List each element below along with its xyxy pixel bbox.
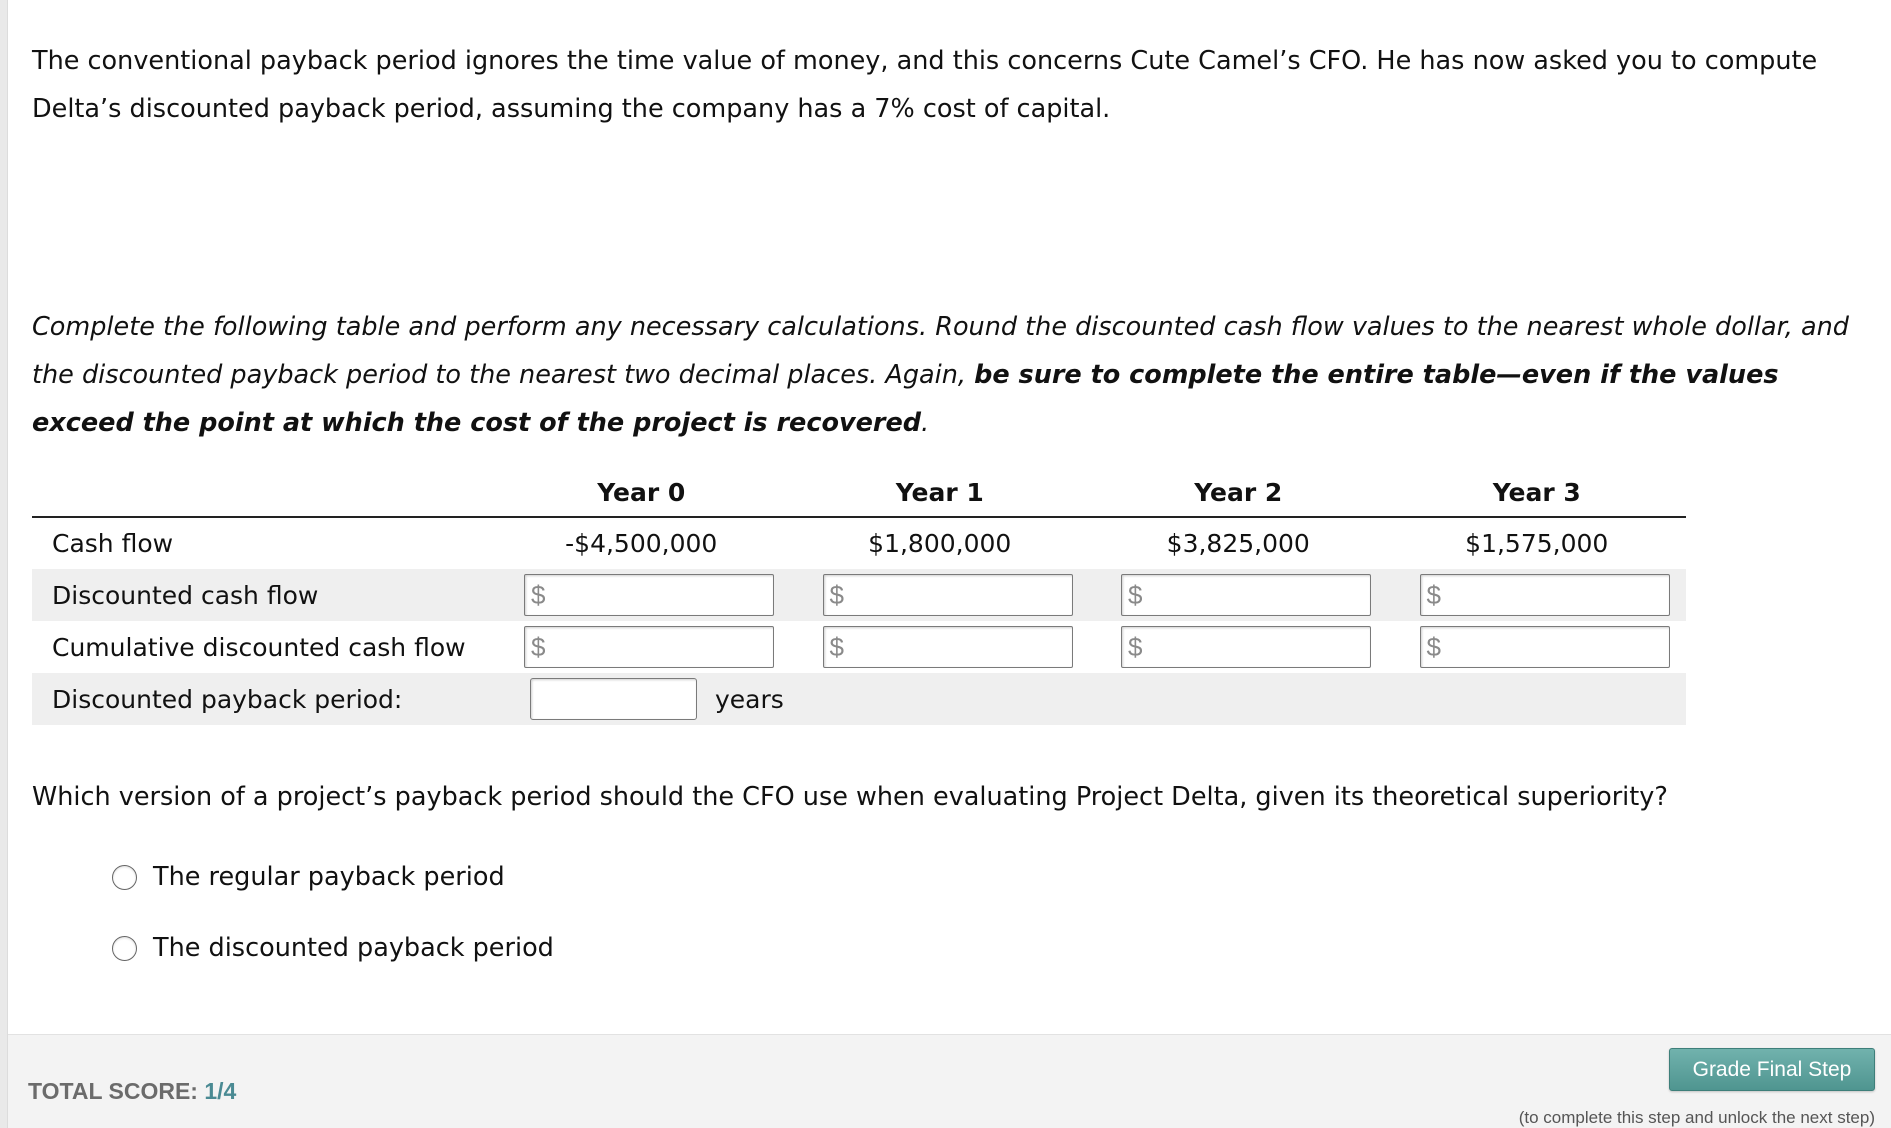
option-label: The discounted payback period xyxy=(153,933,554,963)
cum-input-year-0[interactable] xyxy=(545,627,833,667)
dollar-sign-icon: $ xyxy=(531,579,546,610)
cash-flow-year-0: -$4,500,000 xyxy=(565,529,718,558)
instructions-paragraph xyxy=(32,303,1862,447)
cum-input-year-1[interactable] xyxy=(844,627,1132,667)
dcf-cell-year-1 xyxy=(791,569,1090,621)
header-year-1: Year 1 xyxy=(791,468,1090,517)
cash-flow-row xyxy=(32,517,1686,569)
grade-note: (to complete this step and unlock the next step) xyxy=(1518,1108,1875,1127)
score-value: 1/4 xyxy=(204,1078,237,1104)
header-year-3: Year 3 xyxy=(1388,468,1687,517)
option-discounted-payback[interactable] xyxy=(112,933,554,963)
dcf-input-wrapper-year-0[interactable] xyxy=(524,574,774,616)
header-blank xyxy=(32,468,492,517)
payback-period-group xyxy=(492,678,1686,720)
dcf-input-wrapper-year-3[interactable] xyxy=(1420,574,1670,616)
dcf-cell-year-3 xyxy=(1388,569,1687,621)
discounted-payback-table xyxy=(32,468,1686,725)
option-regular-payback[interactable] xyxy=(112,862,505,892)
cash-flow-year-3: $1,575,000 xyxy=(1465,529,1609,558)
cumulative-dcf-label: Cumulative discounted cash flow xyxy=(52,632,466,662)
radio-button-icon[interactable] xyxy=(112,865,137,890)
cash-flow-label: Cash flow xyxy=(52,529,174,558)
footer-bar xyxy=(8,1034,1891,1128)
cum-cell-year-1 xyxy=(791,621,1090,673)
payback-period-label: Discounted payback period: xyxy=(32,673,492,725)
header-year-2: Year 2 xyxy=(1089,468,1388,517)
dollar-sign-icon: $ xyxy=(531,631,546,662)
dcf-input-year-1[interactable] xyxy=(844,575,1132,615)
dcf-input-year-3[interactable] xyxy=(1441,575,1729,615)
cum-input-year-2[interactable] xyxy=(1142,627,1430,667)
table-header-row xyxy=(32,468,1686,517)
payback-period-row xyxy=(32,673,1686,725)
cum-cell-year-3 xyxy=(1388,621,1687,673)
dollar-sign-icon: $ xyxy=(1426,579,1441,610)
score-label: TOTAL SCORE: xyxy=(28,1078,198,1104)
cum-input-year-3[interactable] xyxy=(1441,627,1729,667)
dollar-sign-icon: $ xyxy=(829,631,844,662)
dollar-sign-icon: $ xyxy=(1128,631,1143,662)
cumulative-dcf-row xyxy=(32,621,1686,673)
discounted-cash-flow-label: Discounted cash flow xyxy=(32,569,492,621)
dcf-input-year-0[interactable] xyxy=(545,575,833,615)
instructions-period: . xyxy=(921,408,930,438)
dcf-input-wrapper-year-1[interactable] xyxy=(823,574,1073,616)
cash-flow-year-1: $1,800,000 xyxy=(868,529,1012,558)
left-border xyxy=(0,0,8,1128)
dcf-input-wrapper-year-2[interactable] xyxy=(1121,574,1371,616)
instructions-emphasis: be sure to complete the entire table—even if the values exceed the point at which the cost of the project is recovered xyxy=(32,360,1779,438)
header-year-0: Year 0 xyxy=(492,468,791,517)
option-label: The regular payback period xyxy=(153,862,505,892)
payback-period-input[interactable] xyxy=(530,678,697,720)
cash-flow-year-2: $3,825,000 xyxy=(1166,529,1310,558)
dcf-input-year-2[interactable] xyxy=(1142,575,1430,615)
cum-input-wrapper-year-0[interactable] xyxy=(524,626,774,668)
dollar-sign-icon: $ xyxy=(1426,631,1441,662)
grade-final-step-button[interactable]: Grade Final Step xyxy=(1669,1048,1875,1091)
total-score xyxy=(28,1078,236,1105)
cum-cell-year-2 xyxy=(1089,621,1388,673)
instructions-text: Complete the following table and perform any necessary calculations. Round the discounted cash flow values to the nearest whole dollar, and the discounted payback period to the nearest two decimal places. Again, xyxy=(32,312,1849,390)
discounted-cash-flow-row xyxy=(32,569,1686,621)
cum-cell-year-0 xyxy=(492,621,791,673)
payback-unit-label: years xyxy=(715,684,784,714)
cum-input-wrapper-year-1[interactable] xyxy=(823,626,1073,668)
payback-period-cell xyxy=(492,673,1686,725)
question-text: Which version of a project’s payback period should the CFO use when evaluating Project Delta, given its theoretical superiority? xyxy=(32,782,1668,812)
dollar-sign-icon: $ xyxy=(829,579,844,610)
dcf-cell-year-0 xyxy=(492,569,791,621)
dcf-cell-year-2 xyxy=(1089,569,1388,621)
radio-button-icon[interactable] xyxy=(112,936,137,961)
cum-input-wrapper-year-2[interactable] xyxy=(1121,626,1371,668)
dollar-sign-icon: $ xyxy=(1128,579,1143,610)
intro-paragraph: The conventional payback period ignores the time value of money, and this concerns Cute Camel’s CFO. He has now asked you to compute Delta’s discounted payback period, assuming the company has a 7% cost of capital. xyxy=(32,46,1818,124)
cum-input-wrapper-year-3[interactable] xyxy=(1420,626,1670,668)
